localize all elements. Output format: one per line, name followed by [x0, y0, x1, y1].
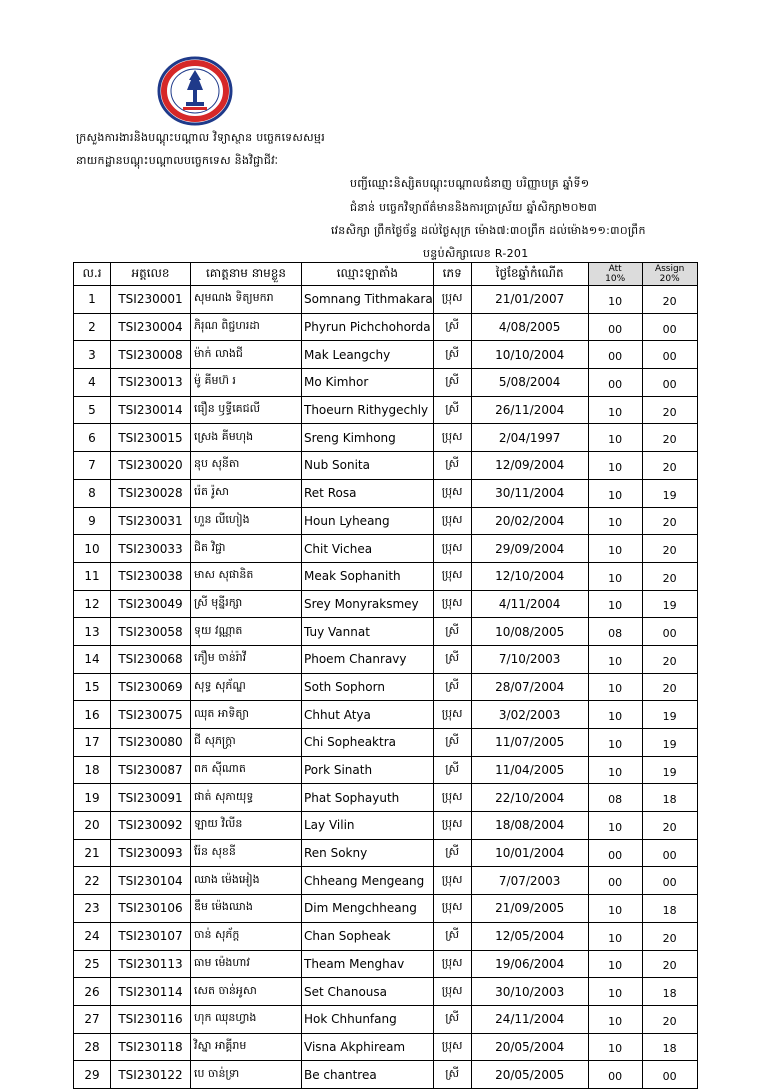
khmer-name: សេត ចាន់អូសា [191, 978, 302, 1006]
khmer-name: ជិត វិជ្ជា [191, 535, 302, 563]
student-id: TSI230004 [111, 313, 191, 341]
latin-name: Set Chanousa [302, 978, 434, 1006]
assignment-score: 00 [642, 839, 697, 867]
table-row [74, 895, 698, 923]
khmer-name: បេ ចាន់ទ្រា [191, 1061, 302, 1089]
row-number: 2 [74, 313, 111, 341]
table-row [74, 673, 698, 701]
assignment-score: 00 [642, 369, 697, 397]
date-of-birth: 7/10/2003 [471, 645, 588, 673]
student-id: TSI230001 [111, 286, 191, 314]
row-number: 7 [74, 452, 111, 480]
table-row [74, 452, 698, 480]
assignment-score: 20 [642, 507, 697, 535]
table-row [74, 535, 698, 563]
latin-name: Mo Kimhor [302, 369, 434, 397]
row-number: 21 [74, 839, 111, 867]
latin-name: Soth Sophorn [302, 673, 434, 701]
attendance-score: 10 [588, 729, 642, 757]
student-id: TSI230008 [111, 341, 191, 369]
latin-name: Pork Sinath [302, 756, 434, 784]
student-id: TSI230104 [111, 867, 191, 895]
student-id: TSI230080 [111, 729, 191, 757]
row-number: 19 [74, 784, 111, 812]
table-row [74, 562, 698, 590]
table-row [74, 1005, 698, 1033]
attendance-score: 10 [588, 701, 642, 729]
date-of-birth: 5/08/2004 [471, 369, 588, 397]
attendance-score: 10 [588, 507, 642, 535]
sex-cell: ស្រី [433, 922, 471, 950]
latin-name: Thoeurn Rithygechly [302, 396, 434, 424]
row-number: 18 [74, 756, 111, 784]
row-number: 27 [74, 1005, 111, 1033]
assignment-score: 19 [642, 590, 697, 618]
sex-cell: ស្រី [433, 756, 471, 784]
student-id: TSI230031 [111, 507, 191, 535]
student-id: TSI230038 [111, 562, 191, 590]
assignment-score: 20 [642, 1005, 697, 1033]
table-row [74, 396, 698, 424]
attendance-score: 10 [588, 424, 642, 452]
khmer-name: វិស្នា អាគ្គីរាម [191, 1033, 302, 1061]
assignment-score: 20 [642, 452, 697, 480]
student-id: TSI230020 [111, 452, 191, 480]
room-line: បន្ទប់សិក្សាលេខ R-201 [423, 247, 529, 260]
table-row [74, 369, 698, 397]
student-id: TSI230014 [111, 396, 191, 424]
latin-name: Dim Mengchheang [302, 895, 434, 923]
latin-name: Sreng Kimhong [302, 424, 434, 452]
attendance-score: 08 [588, 784, 642, 812]
table-row [74, 756, 698, 784]
attendance-score: 10 [588, 978, 642, 1006]
attendance-score: 10 [588, 645, 642, 673]
date-of-birth: 11/04/2005 [471, 756, 588, 784]
table-row [74, 1033, 698, 1061]
assignment-score: 00 [642, 313, 697, 341]
row-number: 9 [74, 507, 111, 535]
attendance-score: 10 [588, 756, 642, 784]
khmer-name: ធឿន ឫទ្ធីគេជលី [191, 396, 302, 424]
sex-cell: ប្រុស [433, 562, 471, 590]
khmer-name: ភឿម ចាន់រ៉ាវី [191, 645, 302, 673]
latin-name: Somnang Tithmakara [302, 286, 434, 314]
date-of-birth: 20/02/2004 [471, 507, 588, 535]
latin-name: Chhut Atya [302, 701, 434, 729]
row-number: 14 [74, 645, 111, 673]
program-line: ជំនាន់ បច្ចេកវិទ្យាព័ត៌មាននិងការប្រាស្រ័យ ឆ្នាំសិក្សា២០២៣ [350, 201, 598, 214]
latin-name: Tuy Vannat [302, 618, 434, 646]
date-of-birth: 11/07/2005 [471, 729, 588, 757]
assignment-score: 18 [642, 895, 697, 923]
row-number: 12 [74, 590, 111, 618]
date-of-birth: 7/07/2003 [471, 867, 588, 895]
khmer-name: ម៉ូ គីមហ៊ រ [191, 369, 302, 397]
khmer-name: ឈាង ម៉េងអៀង [191, 867, 302, 895]
assignment-score: 19 [642, 701, 697, 729]
attendance-score: 10 [588, 452, 642, 480]
date-of-birth: 12/09/2004 [471, 452, 588, 480]
khmer-name: រ៉ែន សុខនី [191, 839, 302, 867]
assignment-score: 20 [642, 812, 697, 840]
row-number: 20 [74, 812, 111, 840]
table-row [74, 618, 698, 646]
sex-cell: ស្រី [433, 645, 471, 673]
student-id: TSI230093 [111, 839, 191, 867]
sex-cell: ប្រុស [433, 507, 471, 535]
latin-name: Phat Sophayuth [302, 784, 434, 812]
date-of-birth: 4/08/2005 [471, 313, 588, 341]
table-row [74, 867, 698, 895]
assignment-score: 00 [642, 1061, 697, 1089]
latin-name: Houn Lyheang [302, 507, 434, 535]
sex-cell: ស្រី [433, 839, 471, 867]
latin-name: Phyrun Pichchohorda [302, 313, 434, 341]
date-of-birth: 18/08/2004 [471, 812, 588, 840]
attendance-score: 10 [588, 562, 642, 590]
row-number: 4 [74, 369, 111, 397]
student-id: TSI230113 [111, 950, 191, 978]
schedule-line: វេនសិក្សា ព្រឹកថ្ងៃច័ន្ទ ដល់ថ្ងៃសុក្រ ម៉ោង៧:៣០ព្រឹក ដល់ម៉ោង១១:៣០ព្រឹក [331, 224, 646, 237]
assignment-score: 20 [642, 424, 697, 452]
student-id: TSI230087 [111, 756, 191, 784]
row-number: 16 [74, 701, 111, 729]
attendance-score: 00 [588, 867, 642, 895]
attendance-score: 00 [588, 369, 642, 397]
khmer-name: ភិរុណ ពិជ្ជហរដា [191, 313, 302, 341]
assignment-score: 18 [642, 1033, 697, 1061]
col-header-assign: Assign 20% [642, 263, 697, 286]
latin-name: Be chantrea [302, 1061, 434, 1089]
latin-name: Ret Rosa [302, 479, 434, 507]
row-number: 11 [74, 562, 111, 590]
date-of-birth: 21/01/2007 [471, 286, 588, 314]
col-header-id: អត្តលេខ [111, 263, 191, 286]
student-id: TSI230122 [111, 1061, 191, 1089]
date-of-birth: 3/02/2003 [471, 701, 588, 729]
table-row [74, 507, 698, 535]
row-number: 1 [74, 286, 111, 314]
assignment-score: 20 [642, 645, 697, 673]
assignment-score: 19 [642, 729, 697, 757]
student-id: TSI230068 [111, 645, 191, 673]
sex-cell: ប្រុស [433, 978, 471, 1006]
assignment-score: 20 [642, 922, 697, 950]
row-number: 8 [74, 479, 111, 507]
student-id: TSI230058 [111, 618, 191, 646]
date-of-birth: 4/11/2004 [471, 590, 588, 618]
date-of-birth: 10/08/2005 [471, 618, 588, 646]
student-id: TSI230033 [111, 535, 191, 563]
assignment-score: 20 [642, 673, 697, 701]
student-id: TSI230069 [111, 673, 191, 701]
attendance-score: 10 [588, 1033, 642, 1061]
sex-cell: ស្រី [433, 452, 471, 480]
row-number: 10 [74, 535, 111, 563]
latin-name: Theam Menghav [302, 950, 434, 978]
khmer-name: ជី សុភក្ត្រា [191, 729, 302, 757]
khmer-name: សុទ្ធ សុភ័ណ្ឌ [191, 673, 302, 701]
attendance-score: 10 [588, 590, 642, 618]
row-number: 25 [74, 950, 111, 978]
khmer-name: ម៉ាក់ លាងជី [191, 341, 302, 369]
institute-logo [157, 56, 233, 126]
date-of-birth: 19/06/2004 [471, 950, 588, 978]
khmer-name: ឈុត អាទិត្យា [191, 701, 302, 729]
khmer-name: ផាត់ សុភាយុទ្ធ [191, 784, 302, 812]
sex-cell: ស្រី [433, 341, 471, 369]
date-of-birth: 20/05/2005 [471, 1061, 588, 1089]
col-header-latin-name: ឈ្មោះឡាតាំង [302, 263, 434, 286]
sex-cell: ស្រី [433, 729, 471, 757]
date-of-birth: 28/07/2004 [471, 673, 588, 701]
table-row [74, 479, 698, 507]
attendance-score: 10 [588, 950, 642, 978]
sex-cell: ស្រី [433, 1005, 471, 1033]
date-of-birth: 20/05/2004 [471, 1033, 588, 1061]
assignment-score: 20 [642, 535, 697, 563]
attendance-score: 10 [588, 922, 642, 950]
department-name: នាយកដ្ឋានបណ្តុះបណ្តាលបច្ចេកទេស និងវិជ្ជាជីវៈ [76, 154, 279, 167]
khmer-name: មាស សុផានិត [191, 562, 302, 590]
sex-cell: ប្រុស [433, 895, 471, 923]
list-title: បញ្ជីឈ្មោះនិស្សិតបណ្តុះបណ្តាលជំនាញ បរិញ្ញាបត្រ ឆ្នាំទី១ [350, 177, 590, 190]
attendance-score: 10 [588, 396, 642, 424]
table-row [74, 978, 698, 1006]
latin-name: Mak Leangchy [302, 341, 434, 369]
table-row [74, 922, 698, 950]
date-of-birth: 10/10/2004 [471, 341, 588, 369]
khmer-name: ទុយ វណ្ណាត [191, 618, 302, 646]
student-id: TSI230015 [111, 424, 191, 452]
attendance-score: 10 [588, 895, 642, 923]
sex-cell: ស្រី [433, 673, 471, 701]
khmer-name: ហួន លីហៀង [191, 507, 302, 535]
row-number: 13 [74, 618, 111, 646]
col-header-no: ល.រ [74, 263, 111, 286]
date-of-birth: 12/10/2004 [471, 562, 588, 590]
row-number: 26 [74, 978, 111, 1006]
ministry-name: ក្រសួងការងារនិងបណ្តុះបណ្តាល វិទ្យាស្ថាន បច្ចេកទេសសម្មរ [76, 131, 325, 144]
date-of-birth: 30/10/2003 [471, 978, 588, 1006]
attendance-score: 10 [588, 1005, 642, 1033]
attendance-score: 10 [588, 479, 642, 507]
assignment-score: 20 [642, 286, 697, 314]
table-row [74, 424, 698, 452]
attendance-score: 10 [588, 286, 642, 314]
date-of-birth: 30/11/2004 [471, 479, 588, 507]
date-of-birth: 21/09/2005 [471, 895, 588, 923]
row-number: 5 [74, 396, 111, 424]
khmer-name: ស្រី មុន្នីរក្សា [191, 590, 302, 618]
table-row [74, 590, 698, 618]
row-number: 3 [74, 341, 111, 369]
assignment-score: 00 [642, 618, 697, 646]
date-of-birth: 2/04/1997 [471, 424, 588, 452]
assignment-score: 19 [642, 756, 697, 784]
student-id: TSI230116 [111, 1005, 191, 1033]
assignment-score: 20 [642, 950, 697, 978]
attendance-score: 00 [588, 1061, 642, 1089]
row-number: 6 [74, 424, 111, 452]
sex-cell: ប្រុស [433, 286, 471, 314]
khmer-name: ឌឹម ម៉េងឈាង [191, 895, 302, 923]
assignment-score: 00 [642, 341, 697, 369]
latin-name: Meak Sophanith [302, 562, 434, 590]
date-of-birth: 29/09/2004 [471, 535, 588, 563]
table-row [74, 839, 698, 867]
khmer-name: ឡាយ វិលីន [191, 812, 302, 840]
date-of-birth: 22/10/2004 [471, 784, 588, 812]
sex-cell: ប្រុស [433, 535, 471, 563]
col-header-khmer-name: គោត្តនាម នាមខ្លួន [191, 263, 302, 286]
sex-cell: ស្រី [433, 369, 471, 397]
table-row [74, 313, 698, 341]
student-id: TSI230075 [111, 701, 191, 729]
row-number: 22 [74, 867, 111, 895]
assignment-score: 20 [642, 562, 697, 590]
student-id: TSI230028 [111, 479, 191, 507]
student-id: TSI230118 [111, 1033, 191, 1061]
attendance-score: 10 [588, 812, 642, 840]
table-row [74, 341, 698, 369]
khmer-name: ចាន់ សុភ័ក្ត [191, 922, 302, 950]
khmer-name: ពក ស៊ីណាត [191, 756, 302, 784]
sex-cell: ប្រុស [433, 784, 471, 812]
student-id: TSI230049 [111, 590, 191, 618]
table-row [74, 645, 698, 673]
attendance-score: 00 [588, 313, 642, 341]
khmer-name: សុមណង ទិត្យមករា [191, 286, 302, 314]
table-row [74, 701, 698, 729]
col-header-att: Att 10% [588, 263, 642, 286]
student-id: TSI230091 [111, 784, 191, 812]
table-row [74, 812, 698, 840]
student-id: TSI230013 [111, 369, 191, 397]
sex-cell: ប្រុស [433, 479, 471, 507]
khmer-name: ហុក ឈុនហ្វាង [191, 1005, 302, 1033]
table-row [74, 1061, 698, 1089]
col-header-dob: ថ្ងៃខែឆ្នាំកំណើត [471, 263, 588, 286]
assignment-score: 18 [642, 784, 697, 812]
sex-cell: ប្រុស [433, 424, 471, 452]
latin-name: Hok Chhunfang [302, 1005, 434, 1033]
sex-cell: ប្រុស [433, 701, 471, 729]
date-of-birth: 12/05/2004 [471, 922, 588, 950]
date-of-birth: 26/11/2004 [471, 396, 588, 424]
col-header-sex: ភេទ [433, 263, 471, 286]
sex-cell: ប្រុស [433, 812, 471, 840]
sex-cell: ប្រុស [433, 1033, 471, 1061]
attendance-score: 00 [588, 839, 642, 867]
sex-cell: ស្រី [433, 396, 471, 424]
row-number: 23 [74, 895, 111, 923]
table-row [74, 286, 698, 314]
sex-cell: ប្រុស [433, 950, 471, 978]
assignment-score: 00 [642, 867, 697, 895]
latin-name: Srey Monyraksmey [302, 590, 434, 618]
khmer-name: នុប សុនីតា [191, 452, 302, 480]
table-row [74, 784, 698, 812]
row-number: 17 [74, 729, 111, 757]
latin-name: Phoem Chanravy [302, 645, 434, 673]
latin-name: Lay Vilin [302, 812, 434, 840]
student-id: TSI230092 [111, 812, 191, 840]
khmer-name: រ៉េត រ៉ូសា [191, 479, 302, 507]
date-of-birth: 10/01/2004 [471, 839, 588, 867]
latin-name: Chan Sopheak [302, 922, 434, 950]
assignment-score: 18 [642, 978, 697, 1006]
attendance-score: 00 [588, 341, 642, 369]
latin-name: Ren Sokny [302, 839, 434, 867]
row-number: 29 [74, 1061, 111, 1089]
row-number: 15 [74, 673, 111, 701]
row-number: 28 [74, 1033, 111, 1061]
table-row [74, 729, 698, 757]
row-number: 24 [74, 922, 111, 950]
student-id: TSI230114 [111, 978, 191, 1006]
sex-cell: ស្រី [433, 1061, 471, 1089]
attendance-score: 10 [588, 535, 642, 563]
sex-cell: ប្រុស [433, 590, 471, 618]
latin-name: Chit Vichea [302, 535, 434, 563]
sex-cell: ស្រី [433, 618, 471, 646]
assignment-score: 19 [642, 479, 697, 507]
khmer-name: ធាម ម៉េងហាវ [191, 950, 302, 978]
student-id: TSI230106 [111, 895, 191, 923]
sex-cell: ប្រុស [433, 867, 471, 895]
student-id: TSI230107 [111, 922, 191, 950]
khmer-name: ស្រេង គីមហុង [191, 424, 302, 452]
sex-cell: ស្រី [433, 313, 471, 341]
date-of-birth: 24/11/2004 [471, 1005, 588, 1033]
latin-name: Visna Akphiream [302, 1033, 434, 1061]
attendance-score: 10 [588, 673, 642, 701]
table-row [74, 950, 698, 978]
latin-name: Chi Sopheaktra [302, 729, 434, 757]
student-table [73, 262, 698, 1089]
latin-name: Chheang Mengeang [302, 867, 434, 895]
latin-name: Nub Sonita [302, 452, 434, 480]
attendance-score: 08 [588, 618, 642, 646]
table-header-row [74, 263, 698, 286]
assignment-score: 20 [642, 396, 697, 424]
